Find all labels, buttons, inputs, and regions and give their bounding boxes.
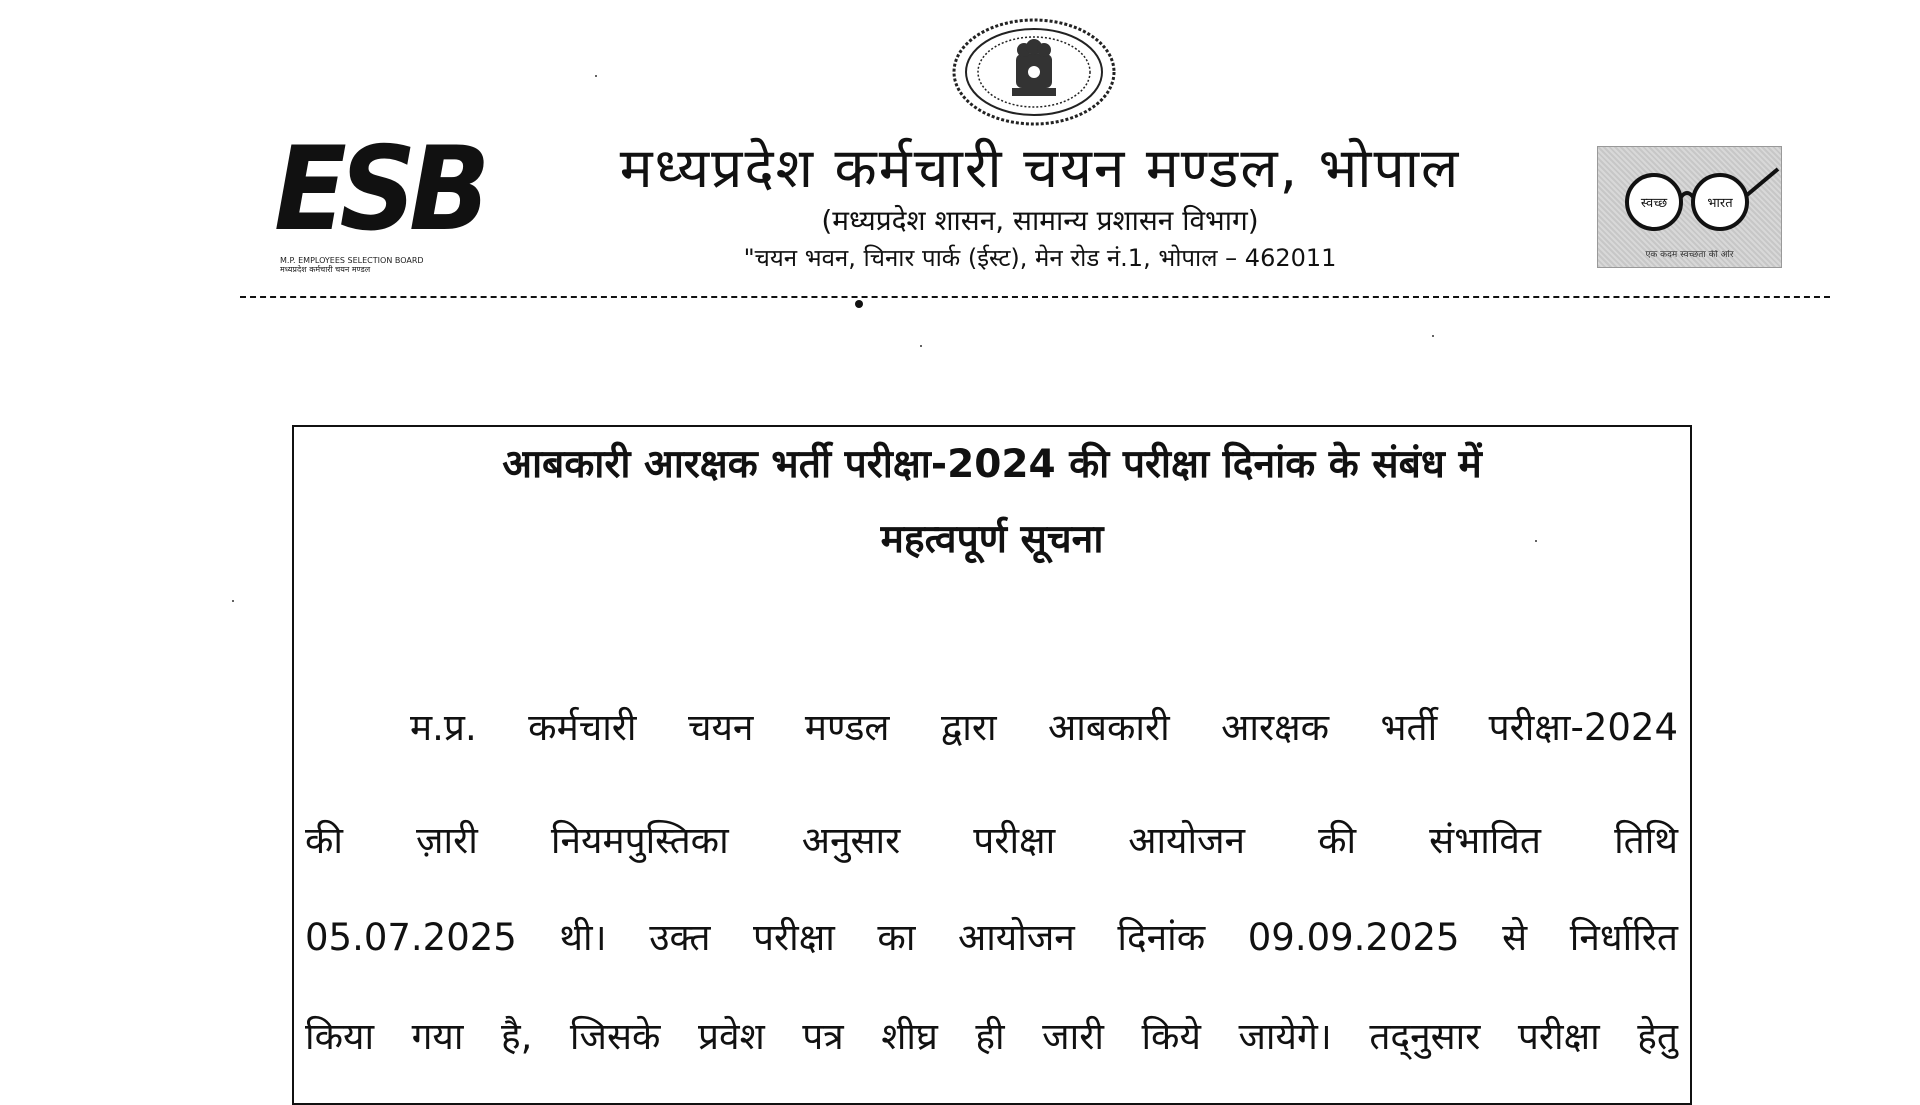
- organisation-address: "चयन भवन, चिनार पार्क (ईस्ट), मेन रोड नं.1, भोपाल – 462011: [743, 244, 1337, 272]
- notice-heading: आबकारी आरक्षक भर्ती परीक्षा-2024 की परीक्षा दिनांक के संबंध में: [502, 442, 1482, 487]
- notice-body-line: 05.07.2025 थी। उक्त परीक्षा का आयोजन दिनांक 09.09.2025 से निर्धारित: [305, 916, 1678, 959]
- notice-body-line: किया गया है, जिसके प्रवेश पत्र शीघ्र ही जारी किये जायेगे। तद्नुसार परीक्षा हेतु: [305, 1015, 1678, 1058]
- swachh-bharat-caption: एक कदम स्वच्छता की ओर: [1645, 250, 1734, 260]
- scan-speck: [232, 600, 234, 602]
- azadi-logo-left-text: स्वच्छ: [1640, 196, 1668, 211]
- spectacles-icon: [1598, 147, 1781, 267]
- scan-speck: [1432, 335, 1434, 337]
- esb-logo-subtext-hindi: मध्यप्रदेश कर्मचारी चयन मण्डल: [280, 265, 371, 274]
- notice-body-line: की ज़ारी नियमपुस्तिका अनुसार परीक्षा आयोजन की संभावित तिथि: [305, 819, 1678, 862]
- esb-logo-subtext: M.P. EMPLOYEES SELECTION BOARD: [280, 256, 424, 265]
- swachh-bharat-logo: [1597, 146, 1782, 268]
- scan-speck: [595, 75, 597, 77]
- esb-logo-letters: ESB: [274, 122, 484, 257]
- organisation-title: मध्यप्रदेश कर्मचारी चयन मण्डल, भोपाल: [619, 136, 1461, 200]
- organisation-subtitle: (मध्यप्रदेश शासन, सामान्य प्रशासन विभाग): [821, 204, 1259, 237]
- separator-dot: [855, 300, 863, 308]
- azadi-logo-right-text: भारत: [1707, 196, 1733, 211]
- scan-speck: [920, 345, 922, 347]
- notice-body-line: म.प्र. कर्मचारी चयन मण्डल द्वारा आबकारी आरक्षक भर्ती परीक्षा-2024: [410, 706, 1678, 749]
- notice-heading-important: महत्वपूर्ण सूचना: [880, 517, 1104, 562]
- state-emblem-seal: [950, 16, 1118, 126]
- esb-logo: [274, 122, 489, 274]
- letterhead-separator: [240, 296, 1830, 298]
